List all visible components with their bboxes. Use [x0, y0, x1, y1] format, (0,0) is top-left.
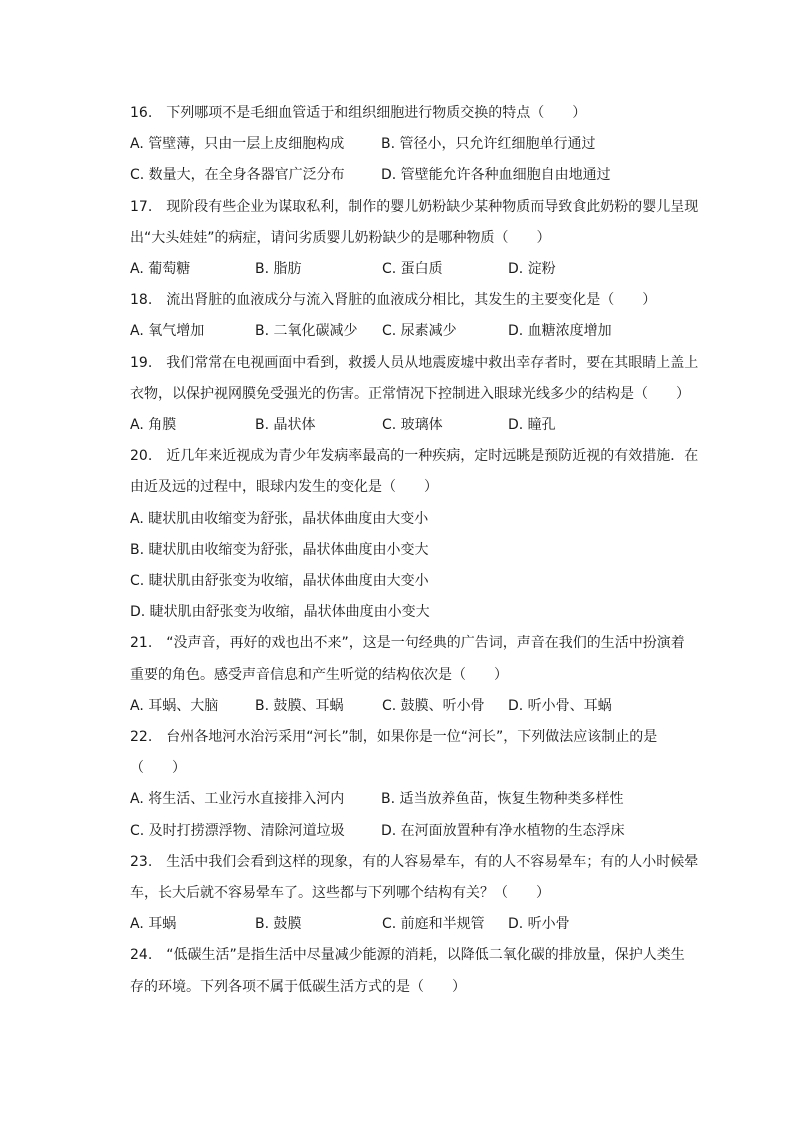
- option-d[interactable]: D. 瞳孔: [508, 417, 556, 433]
- question-24-stem-line: 24. “低碳生活”是指生活中尽量减少能源的消耗，以降低二氧化碳的排放量，保护人类生: [130, 947, 685, 964]
- question-18-stem-line: 18. 流出肾脏的血液成分与流入肾脏的血液成分相比，其发生的主要变化是（ ）: [130, 292, 657, 309]
- option-b[interactable]: B. 适当放养鱼苗，恢复生物种类多样性: [381, 791, 624, 808]
- option-d[interactable]: D. 听小骨: [508, 916, 570, 933]
- option-a[interactable]: A. 葡萄糖: [130, 261, 191, 277]
- option-a[interactable]: A. 耳蜗: [130, 916, 177, 933]
- option-c[interactable]: C. 前庭和半规管: [382, 916, 485, 933]
- question-20-stem-line: 20. 近几年来近视成为青少年发病率最高的一种疾病，定时远眺是预防近视的有效措施．在: [130, 448, 699, 465]
- option-a[interactable]: A. 将生活、工业污水直接排入河内: [130, 791, 345, 808]
- option-c[interactable]: C. 鼓膜、听小骨: [382, 697, 485, 714]
- question-17-stem-line: 17. 现阶段有些企业为谋取私利，制作的婴儿奶粉缺少某种物质而导致食此奶粉的婴儿呈现: [130, 198, 699, 215]
- option-a[interactable]: A. 角膜: [130, 417, 177, 433]
- option-b[interactable]: B. 鼓膜: [255, 916, 302, 933]
- option-d[interactable]: D. 听小骨、耳蜗: [508, 697, 612, 714]
- option-b[interactable]: B. 二氧化碳减少: [255, 323, 358, 340]
- option-d[interactable]: D. 血糖浓度增加: [508, 323, 612, 340]
- question-17-stem-line: 出“大头娃娃”的病症，请问劣质婴儿奶粉缺少的是哪种物质（ ）: [130, 229, 551, 246]
- question-19-stem-line: 衣物，以保护视网膜免受强光的伤害。正常情况下控制进入眼球光线多少的结构是（ ）: [130, 385, 690, 402]
- option-a[interactable]: A. 耳蜗、大脑: [130, 697, 219, 714]
- question-22-stem-line: （ ）: [130, 760, 186, 777]
- option-b[interactable]: B. 鼓膜、耳蜗: [255, 697, 344, 714]
- option-d[interactable]: D. 淀粉: [508, 261, 556, 277]
- option-a[interactable]: A. 睫状肌由收缩变为舒张，晶状体曲度由大变小: [130, 510, 429, 527]
- option-c[interactable]: C. 玻璃体: [382, 417, 443, 433]
- question-19-stem-line: 19. 我们常常在电视画面中看到，救援人员从地震废墟中救出幸存者时，要在其眼睛上盖上: [130, 354, 699, 371]
- question-23-stem-line: 车，长大后就不容易晕车了。这些都与下列哪个结构有关？（ ）: [130, 885, 550, 901]
- option-d[interactable]: D. 管壁能允许各种血细胞自由地通过: [381, 167, 611, 184]
- option-c[interactable]: C. 及时打捞漂浮物、清除河道垃圾: [130, 822, 345, 839]
- option-b[interactable]: B. 脂肪: [255, 261, 302, 277]
- question-16-stem-line: 16. 下列哪项不是毛细血管适于和组织细胞进行物质交换的特点（ ）: [130, 105, 587, 121]
- option-c[interactable]: C. 睫状肌由舒张变为收缩，晶状体曲度由大变小: [130, 573, 429, 589]
- question-23-stem-line: 23. 生活中我们会看到这样的现象，有的人容易晕车，有的人不容易晕车；有的人小时候晕: [130, 853, 699, 870]
- option-a[interactable]: A. 管壁薄，只由一层上皮细胞构成: [130, 136, 345, 153]
- option-d[interactable]: D. 在河面放置种有净水植物的生态浮床: [381, 822, 625, 839]
- option-c[interactable]: C. 数量大，在全身各器官广泛分布: [130, 167, 345, 184]
- question-22-stem-line: 22. 台州各地河水治污采用“河长”制，如果你是一位“河长”，下列做法应该制止的是: [130, 729, 658, 745]
- option-c[interactable]: C. 尿素减少: [382, 323, 457, 340]
- question-24-stem-line: 存的环境。下列各项不属于低碳生活方式的是（ ）: [130, 978, 466, 995]
- question-20-stem-line: 由近及远的过程中，眼球内发生的变化是（ ）: [130, 479, 438, 496]
- option-a[interactable]: A. 氧气增加: [130, 323, 205, 340]
- option-c[interactable]: C. 蛋白质: [382, 261, 443, 277]
- option-b[interactable]: B. 管径小，只允许红细胞单行通过: [381, 136, 596, 153]
- option-b[interactable]: B. 晶状体: [255, 417, 316, 433]
- option-b[interactable]: B. 睫状肌由收缩变为舒张，晶状体曲度由小变大: [130, 541, 429, 558]
- question-21-stem-line: 21. “没声音，再好的戏也出不来”，这是一句经典的广告词，声音在我们的生活中扮演着: [130, 635, 685, 652]
- question-21-stem-line: 重要的角色。感受声音信息和产生听觉的结构依次是（ ）: [130, 666, 508, 683]
- option-d[interactable]: D. 睫状肌由舒张变为收缩，晶状体曲度由小变大: [130, 604, 430, 621]
